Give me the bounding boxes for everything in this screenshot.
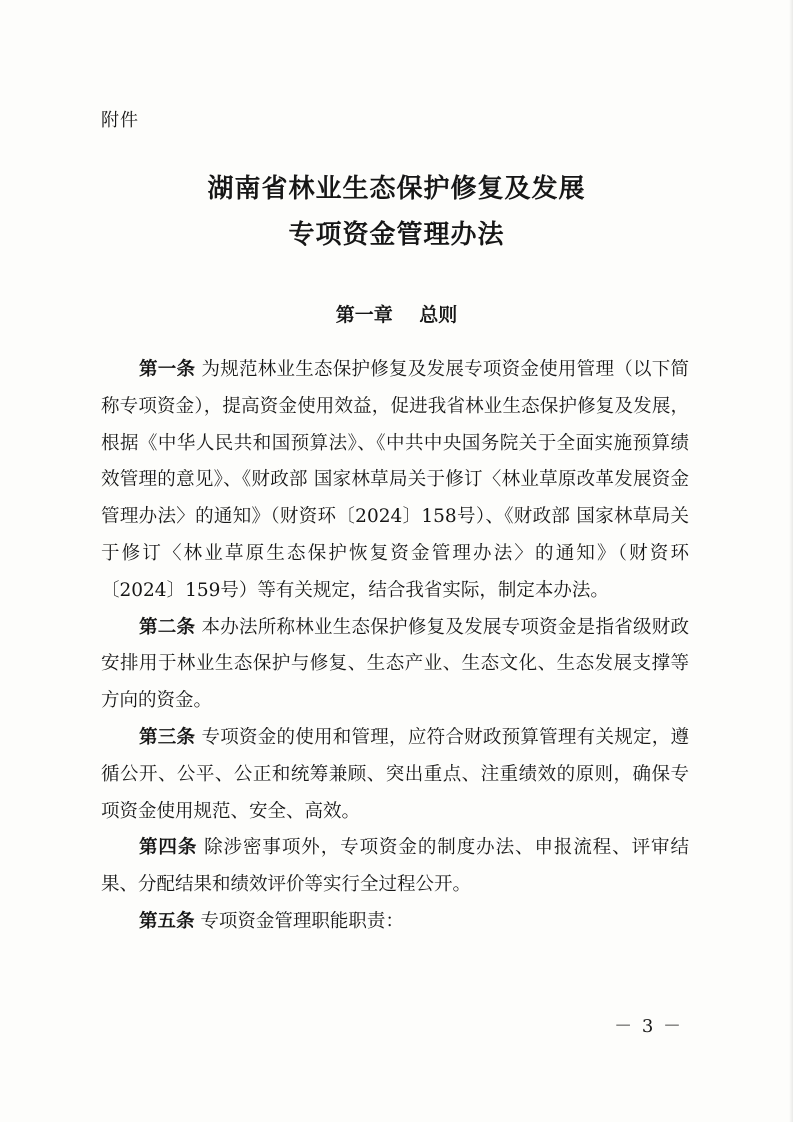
document-title-line-1: 湖南省林业生态保护修复及发展 xyxy=(207,174,586,204)
article-1 xyxy=(101,352,689,610)
article-text: 为规范林业生态保护修复及发展专项资金使用管理（以下简称专项资金），提高资金使用效益，促进我省林业生态保护修复及发展，根据《中华人民共和国预算法》、《中共中央国务院关于全面实施预算绩效管理的意见》、《财政部 国家林草局关于修订〈林业草原改革发展资金管理办法〉的通知》（财资环〔2024〕158号）、《财政部 国家林草局关于修订〈林业草原生态保护恢复资金管理办法〉的通知》（财资环〔2024〕159号）等有关规定，结合我省实际，制定本办法。 xyxy=(101,359,689,601)
attachment-label: 附件 xyxy=(101,110,139,131)
article-label: 第三条 xyxy=(139,726,196,748)
article-label: 第五条 xyxy=(139,910,195,932)
article-2 xyxy=(101,610,689,720)
article-5 xyxy=(101,904,689,941)
page-number: － 3 － xyxy=(614,1016,683,1037)
article-text: 专项资金的使用和管理，应符合财政预算管理有关规定，遵循公开、公平、公正和统筹兼顾、突出重点、注重绩效的原则，确保专项资金使用规范、安全、高效。 xyxy=(101,726,689,822)
article-label: 第一条 xyxy=(139,359,196,380)
article-text: 本办法所称林业生态保护修复及发展专项资金是指省级财政安排用于林业生态保护与修复、生态产业、生态文化、生态发展支撑等方向的资金。 xyxy=(101,616,689,712)
scan-edge-shadow xyxy=(789,0,793,1122)
article-text: 除涉密事项外，专项资金的制度办法、申报流程、评审结果、分配结果和绩效评价等实行全过程公开。 xyxy=(101,837,689,896)
document-body xyxy=(101,352,689,941)
article-4 xyxy=(101,830,689,904)
document-title-line-2: 专项资金管理办法 xyxy=(288,220,505,250)
article-label: 第二条 xyxy=(139,616,196,638)
article-text: 专项资金管理职能职责： xyxy=(194,910,404,932)
chapter-heading: 第一章 总则 xyxy=(335,304,458,326)
article-3 xyxy=(101,720,689,830)
article-label: 第四条 xyxy=(139,837,198,859)
